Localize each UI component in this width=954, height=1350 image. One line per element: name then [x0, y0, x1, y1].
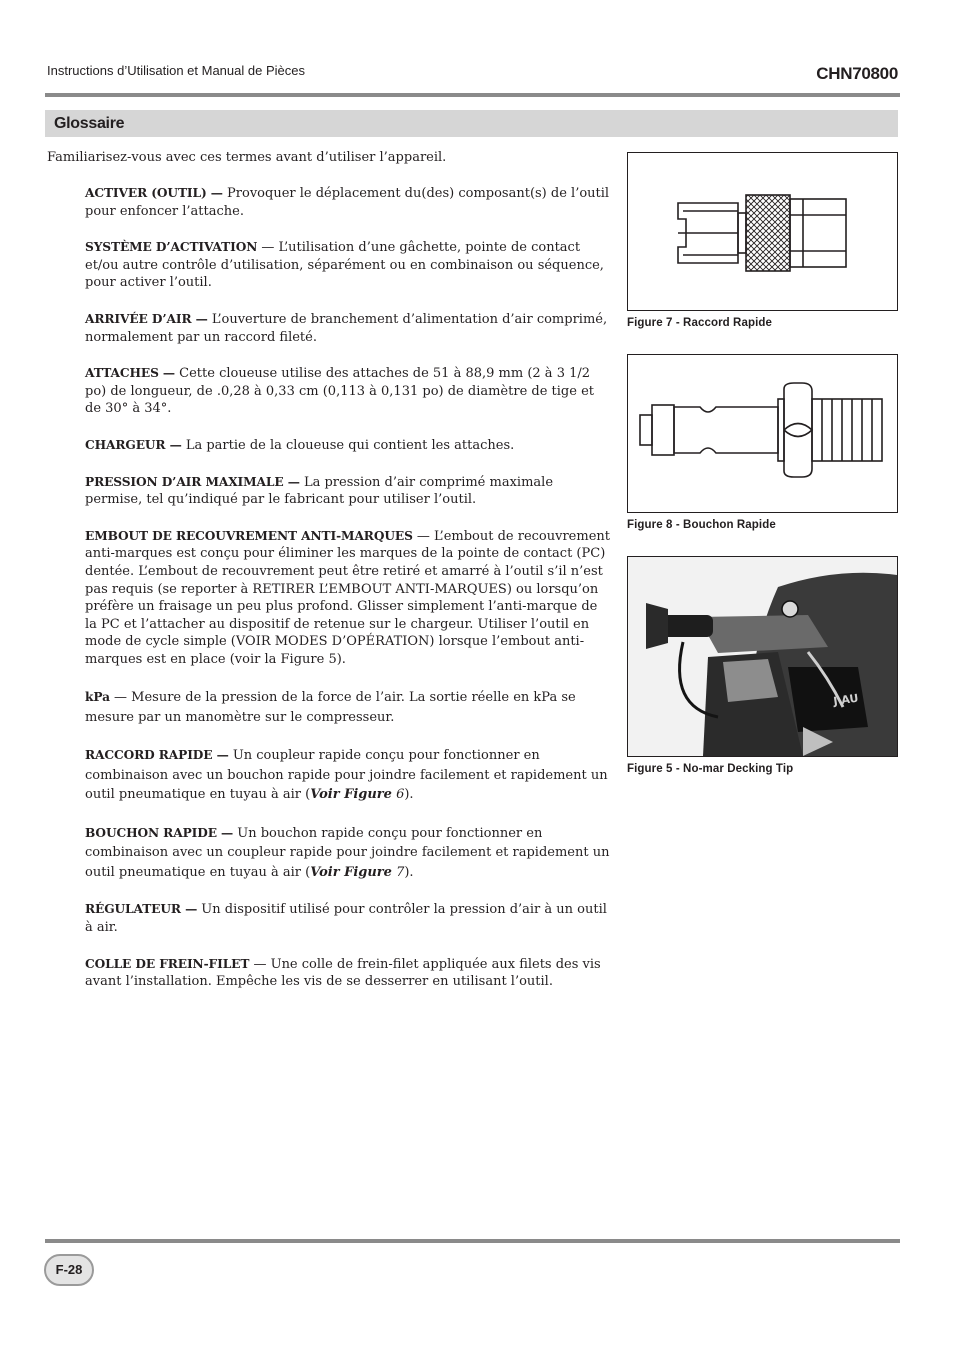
- figure-8-image: [627, 354, 898, 513]
- intro-text: Familiarisez-vous avec ces termes avant d’utiliser l’appareil.: [47, 150, 447, 165]
- decking-tip-photo: [628, 557, 897, 756]
- model-number: CHN70800: [816, 64, 898, 83]
- glossary-entry: RACCORD RAPIDE — Un coupleur rapide conçu pour fonctionner en combinaison avec un bouchon rapide pour joindre facilement et rapidement un outil pneumatique en tuyau à air (Voir Figure 6).: [85, 748, 608, 803]
- tool-marking-label: J AU: [832, 691, 860, 708]
- glossary-entry: RÉGULATEUR — Un dispositif utilisé pour contrôler la pression d’air à un outil à air.: [85, 902, 607, 936]
- document-title: Instructions d’Utilisation et Manual de Pièces: [47, 63, 305, 78]
- glossary-entry: kPa — Mesure de la pression de la force de l’air. La sortie réelle en kPa se mesure par un manomètre sur le compresseur.: [85, 690, 576, 725]
- glossary-entry: ATTACHES — Cette cloueuse utilise des attaches de 51 à 88,9 mm (2 à 3 1/2 po) de longueur, de .0,28 à 0,33 cm (0,113 à 0,131 po) de diamètre de tige et de 30° à 34°.: [85, 366, 594, 417]
- page-number: F-28: [55, 1262, 83, 1277]
- glossary-entry: SYSTÈME D’ACTIVATION — L’utilisation d’une gâchette, pointe de contact et/ou autre contrôle d’utilisation, séparément ou en combinaison ou séquence, pour activer l’outil.: [85, 240, 604, 291]
- section-title: Glossaire: [54, 115, 125, 132]
- figure-5-photo: [627, 556, 898, 757]
- quick-coupler-illustration: [628, 153, 897, 310]
- glossary-entry: EMBOUT DE RECOUVREMENT ANTI-MARQUES — L’embout de recouvrement anti-marques est conçu pour éliminer les marques de la pointe de contact (PC) dentée. L’embout de recouvrement peut être retiré et amarré à l’outil s’il n’est pas requis (se reporter à RETIRER L’EMBOUT ANTI-MARQUES) ou lorsqu’on préfère un fraisage un peu plus profond. Glisser simplement l’anti-marque de la PC et l’attacher au dispositif de retenue sur le chargeur. Utiliser l’outil en mode de cycle simple (VOIR MODES D’OPÉRATION) lorsque l’embout anti-marques est en place (voir la Figure 5).: [85, 528, 610, 667]
- figure-reference-link[interactable]: Voir Figure: [310, 864, 392, 880]
- glossary-entry: ACTIVER (OUTIL) — Provoquer le déplacement du(des) composant(s) de l’outil pour enfoncer l’attache.: [85, 186, 610, 219]
- glossary-entry: COLLE DE FREIN-FILET — Une colle de frein-filet appliquée aux filets des vis avant l’installation. Empêche les vis de se desserrer en utilisant l’outil.: [85, 956, 601, 990]
- glossary-entry: CHARGEUR — La partie de la cloueuse qui contient les attaches.: [85, 437, 515, 453]
- page-number-badge: [44, 1254, 94, 1286]
- quick-plug-illustration: [628, 355, 897, 512]
- glossary-entry: ARRIVÉE D’AIR — L’ouverture de branchement d’alimentation d’air comprimé, normalement par un raccord fileté.: [85, 311, 608, 345]
- section-header: [45, 110, 898, 137]
- figure-7-caption: Figure 7 - Raccord Rapide: [627, 317, 773, 329]
- figure-7-image: [627, 152, 898, 311]
- glossary-entry: BOUCHON RAPIDE — Un bouchon rapide conçu pour fonctionner en combinaison avec un coupleur rapide pour joindre facilement et rapidement un outil pneumatique en tuyau à air (Voir Figure 7).: [85, 825, 610, 880]
- figure-reference-link[interactable]: Voir Figure: [310, 787, 392, 803]
- figure-8-caption: Figure 8 - Bouchon Rapide: [627, 519, 776, 531]
- header-rule: [45, 93, 900, 97]
- figure-5-caption: Figure 5 - No-mar Decking Tip: [627, 763, 794, 775]
- glossary-list: [85, 185, 610, 1009]
- footer-rule: [45, 1239, 900, 1243]
- glossary-entry: PRESSION D’AIR MAXIMALE — La pression d’air comprimé maximale permise, tel qu’indiqué par le fabricant pour utiliser l’outil.: [85, 474, 554, 508]
